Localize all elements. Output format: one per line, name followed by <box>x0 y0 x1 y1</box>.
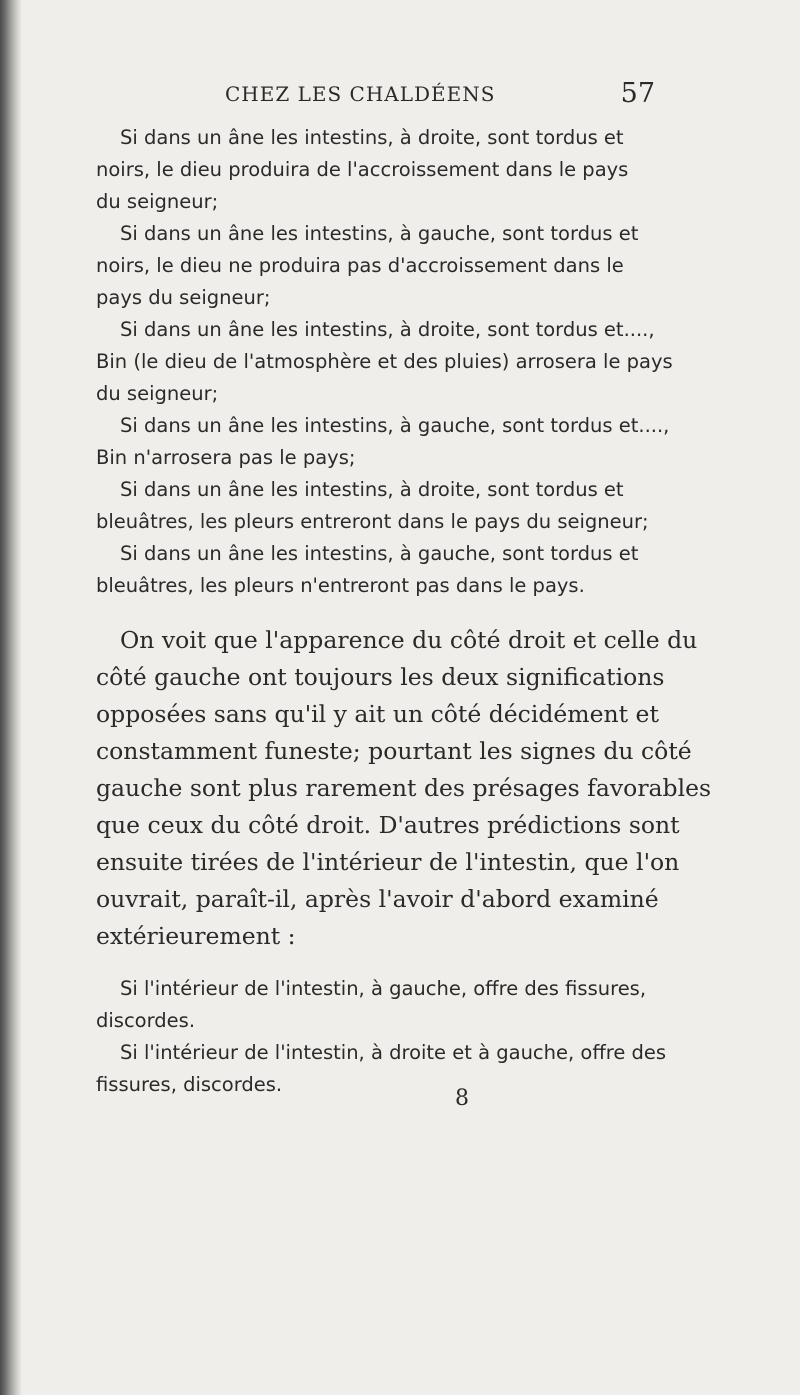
text-line: Bin (le dieu de l'atmosphère et des pluies) arrosera le pays <box>96 350 673 373</box>
text-line: constamment funeste; pourtant les signes du côté <box>96 737 692 765</box>
text-line: opposées sans qu'il y ait un côté décidément et <box>96 700 659 728</box>
text-line: noirs, le dieu produira de l'accroissement dans le pays <box>96 158 629 181</box>
text-line: Si dans un âne les intestins, à gauche, sont tordus et <box>120 222 639 245</box>
text-line: extérieurement : <box>96 922 296 950</box>
running-title: CHEZ LES CHALDÉENS <box>225 82 496 106</box>
text-line: Si dans un âne les intestins, à gauche, sont tordus et <box>120 542 639 565</box>
text-line: Bin n'arrosera pas le pays; <box>96 446 356 469</box>
text-line: bleuâtres, les pleurs n'entreront pas dans le pays. <box>96 574 585 597</box>
text-line: bleuâtres, les pleurs entreront dans le pays du seigneur; <box>96 510 649 533</box>
text-line: côté gauche ont toujours les deux significations <box>96 663 665 691</box>
text-line: Si dans un âne les intestins, à gauche, sont tordus et...., <box>120 414 670 437</box>
text-line: Si dans un âne les intestins, à droite, sont tordus et <box>120 126 624 149</box>
text-line: Si l'intérieur de l'intestin, à gauche, offre des fissures, <box>120 977 647 1000</box>
text-line: du seigneur; <box>96 382 219 405</box>
signature-mark: 8 <box>455 1086 469 1111</box>
text-line: Si dans un âne les intestins, à droite, sont tordus et <box>120 478 624 501</box>
text-line: Si dans un âne les intestins, à droite, sont tordus et...., <box>120 318 655 341</box>
text-line: fissures, discordes. <box>96 1073 283 1096</box>
text-line: Si l'intérieur de l'intestin, à droite et à gauche, offre des <box>120 1041 667 1064</box>
running-header <box>225 78 655 114</box>
text-line: que ceux du côté droit. D'autres prédictions sont <box>96 811 680 839</box>
text-line: du seigneur; <box>96 190 219 213</box>
text-line: gauche sont plus rarement des présages favorables <box>96 774 712 802</box>
page-number: 57 <box>620 78 655 109</box>
text-line: noirs, le dieu ne produira pas d'accroissement dans le <box>96 254 624 277</box>
text-line: pays du seigneur; <box>96 286 271 309</box>
text-line: On voit que l'apparence du côté droit et celle du <box>120 626 698 654</box>
text-line: discordes. <box>96 1009 196 1032</box>
text-line: ensuite tirées de l'intérieur de l'intestin, que l'on <box>96 848 680 876</box>
text-line: ouvrait, paraît-il, après l'avoir d'abord examiné <box>96 885 659 913</box>
